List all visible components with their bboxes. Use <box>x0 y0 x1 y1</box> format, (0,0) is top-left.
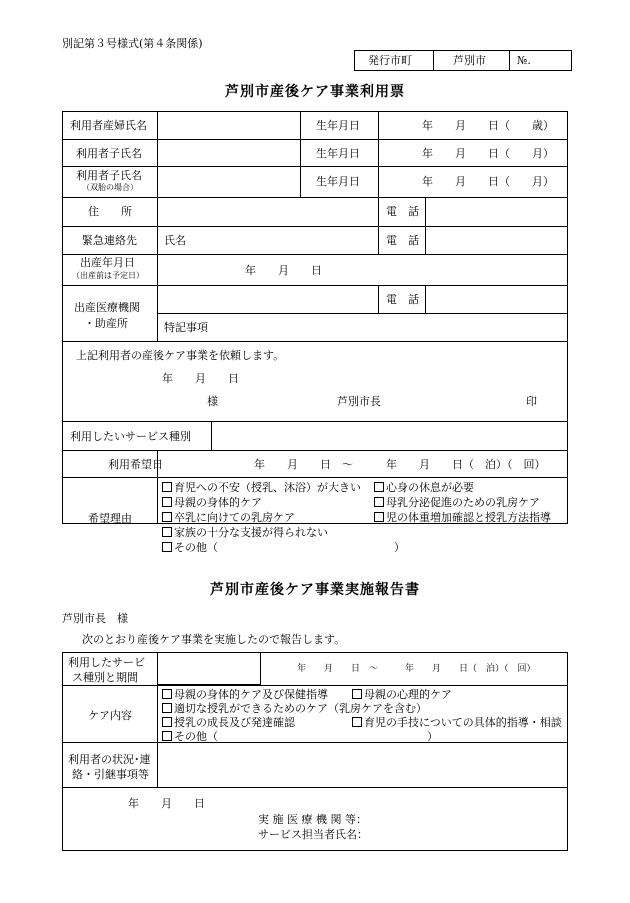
care-checkbox[interactable]: 適切な授乳ができるためのケア（乳房ケアを含む） <box>162 703 427 714</box>
checkbox-icon[interactable] <box>162 703 172 713</box>
issuer-label: 発行市町 <box>368 54 412 67</box>
child-name2-label: 利用者子氏名 <box>76 169 142 182</box>
checkbox-icon[interactable] <box>162 512 172 522</box>
checkbox-icon[interactable] <box>374 512 384 522</box>
checkbox-icon[interactable] <box>162 542 172 552</box>
reason-checkbox[interactable]: 家族の十分な支援が得られない <box>162 527 328 538</box>
request-mayor: 芦別市長 <box>337 395 381 408</box>
request-text: 上記利用者の産後ケア事業を依頼します。 <box>76 349 285 362</box>
used-service-range: 年 月 日 ～ 年 月 日（ 泊）（ 回） <box>297 664 536 674</box>
phone-label-1: 電 話 <box>386 205 419 218</box>
request-date: 年 月 日 <box>162 372 239 385</box>
birthdate-value-2: 年 月 日（ 月） <box>422 147 554 160</box>
desired-dates-value: 年 月 日 ～ 年 月 日（ 泊）（ 回） <box>254 458 546 471</box>
used-service-label-2: ス種別と期間 <box>72 671 138 684</box>
birthdate-value-3: 年 月 日（ 月） <box>422 175 554 188</box>
child-name-label: 利用者子氏名 <box>76 147 142 160</box>
form2-title: 芦別市産後ケア事業実施報告書 <box>210 582 420 598</box>
checkbox-icon[interactable] <box>162 497 172 507</box>
checkbox-icon[interactable] <box>374 482 384 492</box>
special-notes-label: 特記事項 <box>164 321 208 334</box>
reason-checkbox[interactable]: 卒乳に向けての乳房ケア <box>162 512 295 523</box>
form2-staff: サービス担当者氏名： <box>258 828 368 841</box>
reason-checkbox[interactable]: 母乳分泌促進のための乳房ケア <box>374 497 540 508</box>
checkbox-icon[interactable] <box>162 527 172 537</box>
checkbox-icon[interactable] <box>162 717 172 727</box>
delivery-note: （出産前は予定日） <box>72 271 144 280</box>
number-label: №. <box>517 54 531 67</box>
phone-label-2: 電 話 <box>386 234 419 247</box>
delivery-date-label: 出産年月日 <box>80 256 135 269</box>
checkbox-icon[interactable] <box>162 689 172 699</box>
status-label-2: 絡・引継事項等 <box>72 768 149 781</box>
request-seal: 印 <box>526 395 537 408</box>
birthdate-label-2: 生年月日 <box>316 147 360 160</box>
care-checkbox[interactable]: その他（ ） <box>162 731 438 742</box>
twins-note: （双胎の場合） <box>82 183 138 192</box>
emergency-name-label: 氏名 <box>164 234 186 247</box>
form2-date: 年 月 日 <box>128 797 205 810</box>
used-service-label-1: 利用したサービ <box>68 656 145 669</box>
care-label: ケア内容 <box>88 709 132 722</box>
checkbox-icon[interactable] <box>162 731 172 741</box>
form1-title: 芦別市産後ケア事業利用票 <box>225 84 405 100</box>
checkbox-icon[interactable] <box>162 482 172 492</box>
request-sama: 様 <box>207 395 218 408</box>
form2-facility: 実 施 医 療 機 関 等： <box>258 813 367 826</box>
form-id: 別記第３号様式(第４条関係) <box>62 37 203 50</box>
emergency-label: 緊急連絡先 <box>82 234 137 247</box>
reason-checkbox[interactable]: 育児への不安（授乳、沐浴）が大きい <box>162 482 361 493</box>
care-checkbox[interactable]: 母親の心理的ケア <box>352 689 452 700</box>
birthdate-value-1: 年 月 日（ 歳） <box>422 119 554 132</box>
desired-dates-label: 利用希望日 <box>108 458 163 471</box>
checkbox-icon[interactable] <box>352 717 362 727</box>
reason-checkbox[interactable]: 母親の身体的ケア <box>162 497 262 508</box>
form2-intro: 次のとおり産後ケア事業を実施したので報告します。 <box>82 633 346 646</box>
facility-label-2: ・助産所 <box>84 317 128 330</box>
checkbox-icon[interactable] <box>374 497 384 507</box>
form2-addressee: 芦別市長 様 <box>62 612 128 625</box>
status-label-1: 利用者の状況･連 <box>68 753 151 766</box>
phone-label-3: 電 話 <box>386 293 419 306</box>
facility-label-1: 出産医療機関 <box>74 301 140 314</box>
birthdate-label-1: 生年月日 <box>316 119 360 132</box>
reason-checkbox[interactable]: 心身の休息が必要 <box>374 482 474 493</box>
issuer-value: 芦別市 <box>453 54 486 67</box>
care-checkbox[interactable]: 育児の手技についての具体的指導・相談 <box>352 717 562 728</box>
care-checkbox[interactable]: 授乳の成長及び発達確認 <box>162 717 295 728</box>
delivery-date-value: 年 月 日 <box>245 264 322 277</box>
checkbox-icon[interactable] <box>352 689 362 699</box>
reason-label: 希望理由 <box>88 512 132 525</box>
birthdate-label-3: 生年月日 <box>316 175 360 188</box>
mother-name-label: 利用者産婦氏名 <box>70 119 147 132</box>
care-checkbox[interactable]: 母親の身体的ケア及び保健指導 <box>162 689 328 700</box>
reason-checkbox[interactable]: 児の体重増加確認と授乳方法指導 <box>374 512 551 523</box>
address-label: 住 所 <box>88 205 132 218</box>
reason-checkbox[interactable]: その他（ ） <box>162 542 405 553</box>
used-service-input[interactable] <box>157 652 261 685</box>
service-type-label: 利用したいサービス種別 <box>70 430 191 443</box>
